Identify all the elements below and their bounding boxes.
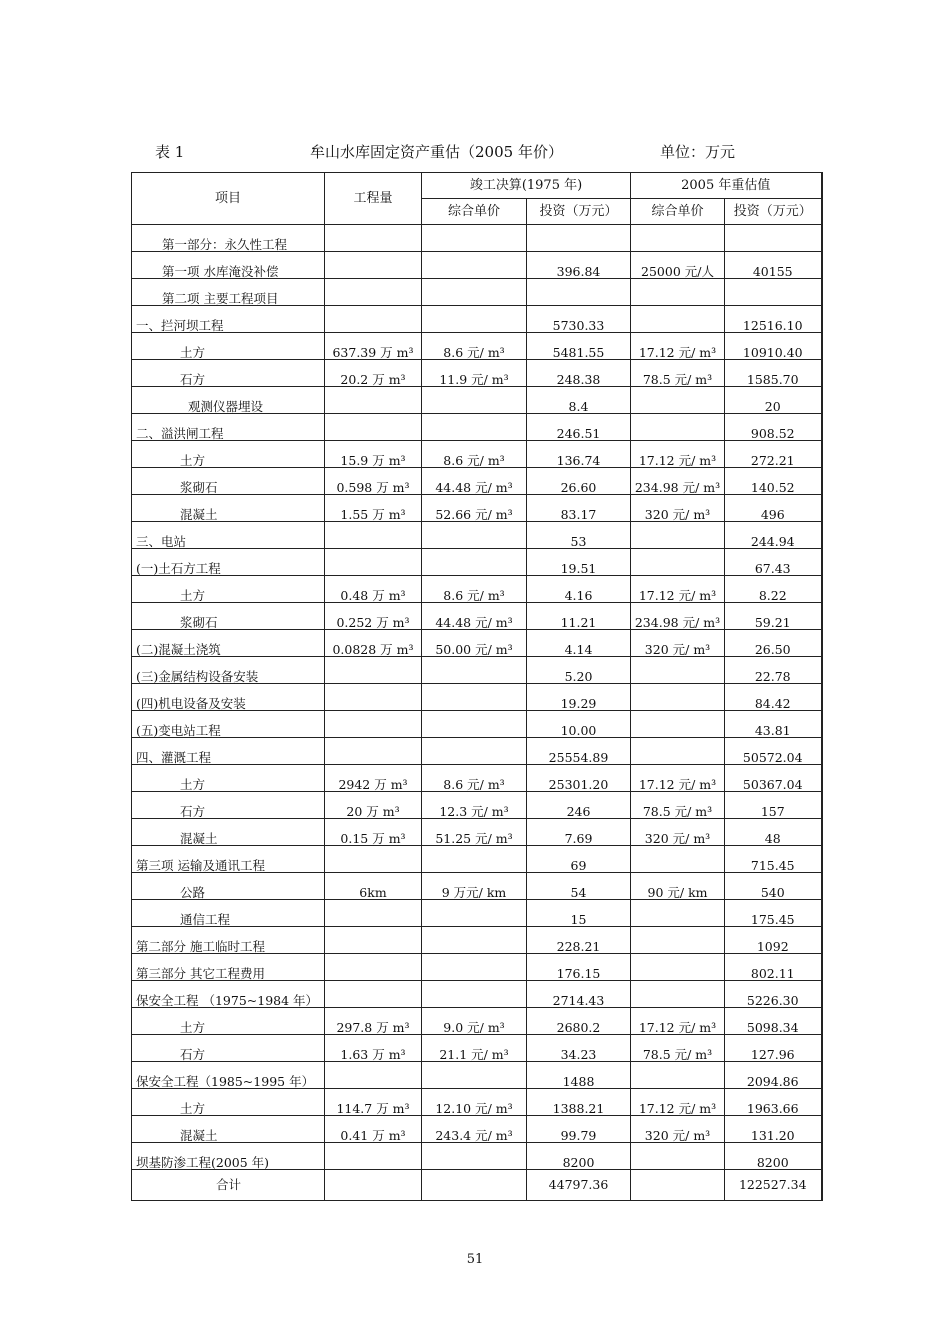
cell-quantity — [325, 846, 422, 873]
col-header-quantity: 工程量 — [325, 173, 422, 225]
cell-investment-1975: 69 — [527, 846, 631, 873]
cell-quantity — [325, 522, 422, 549]
cell-item: 混凝土 — [132, 819, 325, 846]
cell-unit-price-2005: 320 元/ m³ — [631, 495, 725, 522]
table-row — [132, 495, 822, 522]
cell-unit-price-1975 — [422, 414, 527, 441]
cell-unit-price-2005 — [631, 522, 725, 549]
cell-investment-2005: 48 — [725, 819, 822, 846]
table-row — [132, 468, 822, 495]
table-row — [132, 684, 822, 711]
cell-unit-price-1975 — [422, 684, 527, 711]
cell-unit-price-2005: 17.12 元/ m³ — [631, 1008, 725, 1035]
cell-quantity: 114.7 万 m³ — [325, 1089, 422, 1116]
total-unit-price-2005 — [631, 1170, 725, 1201]
col-header-revalue-2005: 2005 年重估值 — [631, 173, 822, 199]
cell-unit-price-2005 — [631, 738, 725, 765]
col-header-unit-price-1975: 综合单价 — [422, 199, 527, 225]
table-row — [132, 414, 822, 441]
table-row — [132, 819, 822, 846]
cell-unit-price-1975 — [422, 846, 527, 873]
cell-investment-2005: 26.50 — [725, 630, 822, 657]
cell-investment-2005: 1585.70 — [725, 360, 822, 387]
cell-investment-1975: 99.79 — [527, 1116, 631, 1143]
cell-unit-price-2005: 234.98 元/ m³ — [631, 468, 725, 495]
cell-investment-1975: 4.14 — [527, 630, 631, 657]
cell-unit-price-1975 — [422, 522, 527, 549]
cell-quantity — [325, 738, 422, 765]
total-quantity — [325, 1170, 422, 1201]
cell-investment-2005: 1963.66 — [725, 1089, 822, 1116]
table-row — [132, 981, 822, 1008]
cell-unit-price-2005: 320 元/ m³ — [631, 819, 725, 846]
table-row — [132, 576, 822, 603]
cell-quantity — [325, 684, 422, 711]
cell-unit-price-1975 — [422, 711, 527, 738]
cell-item: (三)金属结构设备安装 — [132, 657, 325, 684]
cell-investment-2005: 272.21 — [725, 441, 822, 468]
cell-investment-1975: 8200 — [527, 1143, 631, 1170]
cell-investment-2005: 59.21 — [725, 603, 822, 630]
cell-item: 混凝土 — [132, 1116, 325, 1143]
cell-quantity — [325, 279, 422, 306]
cell-item: 公路 — [132, 873, 325, 900]
cell-unit-price-1975 — [422, 927, 527, 954]
cell-item: 三、电站 — [132, 522, 325, 549]
cell-unit-price-2005: 90 元/ km — [631, 873, 725, 900]
cell-item: 保安全工程 （1975~1984 年） — [132, 981, 325, 1008]
cell-investment-1975: 2680.2 — [527, 1008, 631, 1035]
cell-unit-price-2005: 25000 元/人 — [631, 252, 725, 279]
cell-unit-price-1975 — [422, 225, 527, 252]
cell-unit-price-1975 — [422, 657, 527, 684]
col-header-item: 项目 — [132, 173, 325, 225]
cell-item: 土方 — [132, 765, 325, 792]
cell-unit-price-1975 — [422, 387, 527, 414]
cell-unit-price-2005 — [631, 1143, 725, 1170]
cell-unit-price-1975 — [422, 1143, 527, 1170]
total-row — [132, 1170, 822, 1201]
cell-unit-price-1975: 44.48 元/ m³ — [422, 603, 527, 630]
asset-revaluation-table — [131, 172, 823, 1201]
cell-quantity — [325, 1143, 422, 1170]
cell-unit-price-2005: 234.98 元/ m³ — [631, 603, 725, 630]
cell-quantity: 20.2 万 m³ — [325, 360, 422, 387]
cell-investment-2005: 802.11 — [725, 954, 822, 981]
cell-item: 石方 — [132, 792, 325, 819]
cell-unit-price-2005: 17.12 元/ m³ — [631, 1089, 725, 1116]
cell-unit-price-1975: 52.66 元/ m³ — [422, 495, 527, 522]
col-header-investment-1975: 投资（万元） — [527, 199, 631, 225]
cell-unit-price-2005 — [631, 225, 725, 252]
cell-investment-1975: 228.21 — [527, 927, 631, 954]
cell-item: 石方 — [132, 360, 325, 387]
cell-investment-2005: 140.52 — [725, 468, 822, 495]
cell-unit-price-2005: 78.5 元/ m³ — [631, 792, 725, 819]
table-row — [132, 873, 822, 900]
cell-quantity: 20 万 m³ — [325, 792, 422, 819]
cell-unit-price-2005: 78.5 元/ m³ — [631, 360, 725, 387]
cell-unit-price-1975: 11.9 元/ m³ — [422, 360, 527, 387]
cell-investment-1975: 10.00 — [527, 711, 631, 738]
table-row — [132, 927, 822, 954]
cell-quantity — [325, 900, 422, 927]
table-row — [132, 630, 822, 657]
cell-unit-price-2005 — [631, 549, 725, 576]
cell-unit-price-1975 — [422, 981, 527, 1008]
table-row — [132, 441, 822, 468]
cell-unit-price-2005: 320 元/ m³ — [631, 1116, 725, 1143]
cell-investment-2005: 43.81 — [725, 711, 822, 738]
table-row — [132, 1035, 822, 1062]
cell-quantity — [325, 306, 422, 333]
total-investment-1975: 44797.36 — [527, 1170, 631, 1201]
cell-unit-price-2005: 17.12 元/ m³ — [631, 441, 725, 468]
cell-unit-price-1975: 21.1 元/ m³ — [422, 1035, 527, 1062]
col-header-investment-2005: 投资（万元） — [725, 199, 822, 225]
cell-investment-1975: 26.60 — [527, 468, 631, 495]
cell-investment-2005: 12516.10 — [725, 306, 822, 333]
cell-item: 保安全工程（1985~1995 年） — [132, 1062, 325, 1089]
cell-unit-price-2005 — [631, 387, 725, 414]
cell-unit-price-2005 — [631, 1062, 725, 1089]
cell-unit-price-2005 — [631, 927, 725, 954]
table-row — [132, 900, 822, 927]
cell-quantity — [325, 657, 422, 684]
cell-unit-price-2005 — [631, 684, 725, 711]
page-number: 51 — [466, 1252, 484, 1267]
cell-unit-price-1975: 8.6 元/ m³ — [422, 765, 527, 792]
table-row — [132, 1062, 822, 1089]
cell-investment-2005: 5098.34 — [725, 1008, 822, 1035]
cell-item: 土方 — [132, 576, 325, 603]
table-row — [132, 738, 822, 765]
cell-investment-2005: 22.78 — [725, 657, 822, 684]
table-row — [132, 1143, 822, 1170]
table-row — [132, 225, 822, 252]
cell-unit-price-2005: 320 元/ m³ — [631, 630, 725, 657]
cell-investment-2005: 540 — [725, 873, 822, 900]
cell-investment-1975: 19.51 — [527, 549, 631, 576]
cell-investment-2005 — [725, 279, 822, 306]
table-body — [132, 225, 822, 1170]
total-unit-price-1975 — [422, 1170, 527, 1201]
cell-investment-2005: 131.20 — [725, 1116, 822, 1143]
cell-item: 四、灌溉工程 — [132, 738, 325, 765]
cell-quantity — [325, 387, 422, 414]
cell-quantity: 0.15 万 m³ — [325, 819, 422, 846]
cell-investment-2005: 127.96 — [725, 1035, 822, 1062]
cell-investment-1975: 25301.20 — [527, 765, 631, 792]
table-row — [132, 1116, 822, 1143]
cell-unit-price-1975: 9 万元/ km — [422, 873, 527, 900]
cell-item: 通信工程 — [132, 900, 325, 927]
cell-unit-price-1975 — [422, 954, 527, 981]
cell-quantity: 15.9 万 m³ — [325, 441, 422, 468]
cell-investment-1975: 8.4 — [527, 387, 631, 414]
cell-item: 一、拦河坝工程 — [132, 306, 325, 333]
cell-item: 观测仪器埋设 — [132, 387, 325, 414]
cell-item: 坝基防渗工程(2005 年) — [132, 1143, 325, 1170]
cell-investment-2005: 157 — [725, 792, 822, 819]
cell-investment-1975 — [527, 279, 631, 306]
cell-quantity: 2942 万 m³ — [325, 765, 422, 792]
table-row — [132, 306, 822, 333]
cell-unit-price-1975: 44.48 元/ m³ — [422, 468, 527, 495]
table-row — [132, 387, 822, 414]
cell-quantity — [325, 1062, 422, 1089]
cell-quantity — [325, 252, 422, 279]
cell-unit-price-2005 — [631, 414, 725, 441]
cell-quantity: 0.252 万 m³ — [325, 603, 422, 630]
cell-item: 第二部分 施工临时工程 — [132, 927, 325, 954]
cell-item: (二)混凝土浇筑 — [132, 630, 325, 657]
cell-item: 土方 — [132, 333, 325, 360]
cell-item: 土方 — [132, 441, 325, 468]
cell-quantity — [325, 549, 422, 576]
cell-quantity — [325, 414, 422, 441]
cell-quantity — [325, 711, 422, 738]
cell-investment-2005: 175.45 — [725, 900, 822, 927]
cell-item: 土方 — [132, 1089, 325, 1116]
cell-investment-2005: 496 — [725, 495, 822, 522]
cell-investment-1975: 1488 — [527, 1062, 631, 1089]
cell-item: 第三部分 其它工程费用 — [132, 954, 325, 981]
table-row — [132, 711, 822, 738]
cell-investment-2005 — [725, 225, 822, 252]
col-header-unit-price-2005: 综合单价 — [631, 199, 725, 225]
cell-investment-2005: 50367.04 — [725, 765, 822, 792]
cell-unit-price-1975: 51.25 元/ m³ — [422, 819, 527, 846]
table-label: 表 1 — [155, 143, 185, 161]
cell-item: 混凝土 — [132, 495, 325, 522]
cell-investment-2005: 40155 — [725, 252, 822, 279]
cell-investment-1975: 4.16 — [527, 576, 631, 603]
cell-quantity: 0.0828 万 m³ — [325, 630, 422, 657]
cell-unit-price-2005 — [631, 711, 725, 738]
cell-item: (一)土石方工程 — [132, 549, 325, 576]
cell-investment-1975: 176.15 — [527, 954, 631, 981]
cell-unit-price-2005 — [631, 306, 725, 333]
cell-unit-price-2005: 17.12 元/ m³ — [631, 333, 725, 360]
total-investment-2005: 122527.34 — [725, 1170, 822, 1201]
cell-unit-price-2005 — [631, 279, 725, 306]
cell-unit-price-1975 — [422, 900, 527, 927]
cell-investment-2005: 8200 — [725, 1143, 822, 1170]
cell-investment-2005: 2094.86 — [725, 1062, 822, 1089]
cell-unit-price-1975 — [422, 252, 527, 279]
cell-investment-2005: 8.22 — [725, 576, 822, 603]
cell-unit-price-1975 — [422, 738, 527, 765]
cell-item: 浆砌石 — [132, 603, 325, 630]
cell-unit-price-1975: 8.6 元/ m³ — [422, 333, 527, 360]
cell-unit-price-1975: 9.0 元/ m³ — [422, 1008, 527, 1035]
cell-unit-price-2005: 17.12 元/ m³ — [631, 765, 725, 792]
table-row — [132, 360, 822, 387]
table-row — [132, 954, 822, 981]
cell-unit-price-2005 — [631, 846, 725, 873]
table-row — [132, 765, 822, 792]
cell-quantity: 0.48 万 m³ — [325, 576, 422, 603]
cell-investment-1975 — [527, 225, 631, 252]
cell-unit-price-1975: 8.6 元/ m³ — [422, 441, 527, 468]
cell-investment-1975: 7.69 — [527, 819, 631, 846]
cell-unit-price-2005 — [631, 981, 725, 1008]
table-row — [132, 252, 822, 279]
cell-investment-1975: 246.51 — [527, 414, 631, 441]
cell-quantity — [325, 954, 422, 981]
cell-investment-2005: 1092 — [725, 927, 822, 954]
table-row — [132, 522, 822, 549]
cell-unit-price-2005: 17.12 元/ m³ — [631, 576, 725, 603]
cell-unit-price-1975 — [422, 1062, 527, 1089]
cell-unit-price-1975 — [422, 306, 527, 333]
cell-investment-1975: 11.21 — [527, 603, 631, 630]
cell-quantity: 0.41 万 m³ — [325, 1116, 422, 1143]
cell-investment-1975: 15 — [527, 900, 631, 927]
cell-investment-1975: 5.20 — [527, 657, 631, 684]
cell-investment-1975: 1388.21 — [527, 1089, 631, 1116]
table-row — [132, 1089, 822, 1116]
cell-unit-price-1975: 50.00 元/ m³ — [422, 630, 527, 657]
cell-unit-price-1975 — [422, 549, 527, 576]
table-row — [132, 657, 822, 684]
cell-investment-2005: 50572.04 — [725, 738, 822, 765]
cell-investment-2005: 244.94 — [725, 522, 822, 549]
cell-quantity — [325, 927, 422, 954]
cell-investment-1975: 83.17 — [527, 495, 631, 522]
cell-investment-1975: 5481.55 — [527, 333, 631, 360]
cell-investment-2005: 5226.30 — [725, 981, 822, 1008]
header-row-1 — [132, 173, 822, 199]
cell-item: 二、溢洪闸工程 — [132, 414, 325, 441]
cell-investment-1975: 53 — [527, 522, 631, 549]
cell-quantity: 1.55 万 m³ — [325, 495, 422, 522]
cell-quantity: 0.598 万 m³ — [325, 468, 422, 495]
cell-investment-2005: 20 — [725, 387, 822, 414]
cell-unit-price-1975 — [422, 279, 527, 306]
cell-investment-1975: 136.74 — [527, 441, 631, 468]
cell-investment-2005: 10910.40 — [725, 333, 822, 360]
cell-item: 第一部分：永久性工程 — [132, 225, 325, 252]
cell-unit-price-2005 — [631, 954, 725, 981]
cell-item: 石方 — [132, 1035, 325, 1062]
cell-item: 浆砌石 — [132, 468, 325, 495]
cell-unit-price-2005 — [631, 900, 725, 927]
table-row — [132, 333, 822, 360]
cell-investment-2005: 908.52 — [725, 414, 822, 441]
table-row — [132, 792, 822, 819]
table-row — [132, 846, 822, 873]
table-row — [132, 603, 822, 630]
cell-investment-1975: 246 — [527, 792, 631, 819]
cell-unit-price-1975: 12.10 元/ m³ — [422, 1089, 527, 1116]
cell-item: 第一项 水库淹没补偿 — [132, 252, 325, 279]
cell-investment-2005: 84.42 — [725, 684, 822, 711]
cell-investment-2005: 715.45 — [725, 846, 822, 873]
cell-quantity: 1.63 万 m³ — [325, 1035, 422, 1062]
table-row — [132, 1008, 822, 1035]
cell-investment-1975: 5730.33 — [527, 306, 631, 333]
table-title: 牟山水库固定资产重估（2005 年价） — [310, 143, 563, 161]
cell-item: 第三项 运输及通讯工程 — [132, 846, 325, 873]
cell-quantity: 6km — [325, 873, 422, 900]
cell-investment-1975: 19.29 — [527, 684, 631, 711]
cell-item: (四)机电设备及安装 — [132, 684, 325, 711]
cell-unit-price-1975: 243.4 元/ m³ — [422, 1116, 527, 1143]
cell-investment-1975: 34.23 — [527, 1035, 631, 1062]
cell-quantity: 297.8 万 m³ — [325, 1008, 422, 1035]
cell-investment-1975: 396.84 — [527, 252, 631, 279]
cell-item: (五)变电站工程 — [132, 711, 325, 738]
cell-quantity — [325, 981, 422, 1008]
cell-investment-1975: 248.38 — [527, 360, 631, 387]
cell-investment-2005: 67.43 — [725, 549, 822, 576]
cell-quantity: 637.39 万 m³ — [325, 333, 422, 360]
table-row — [132, 549, 822, 576]
table-unit: 单位：万元 — [660, 143, 736, 161]
cell-unit-price-2005: 78.5 元/ m³ — [631, 1035, 725, 1062]
cell-unit-price-2005 — [631, 657, 725, 684]
cell-unit-price-1975: 12.3 元/ m³ — [422, 792, 527, 819]
cell-investment-1975: 25554.89 — [527, 738, 631, 765]
cell-unit-price-1975: 8.6 元/ m³ — [422, 576, 527, 603]
cell-quantity — [325, 225, 422, 252]
table-row — [132, 279, 822, 306]
cell-investment-1975: 2714.43 — [527, 981, 631, 1008]
total-label: 合计 — [132, 1170, 325, 1201]
cell-item: 第二项 主要工程项目 — [132, 279, 325, 306]
cell-investment-1975: 54 — [527, 873, 631, 900]
cell-item: 土方 — [132, 1008, 325, 1035]
col-header-final-1975: 竣工决算(1975 年) — [422, 173, 631, 199]
